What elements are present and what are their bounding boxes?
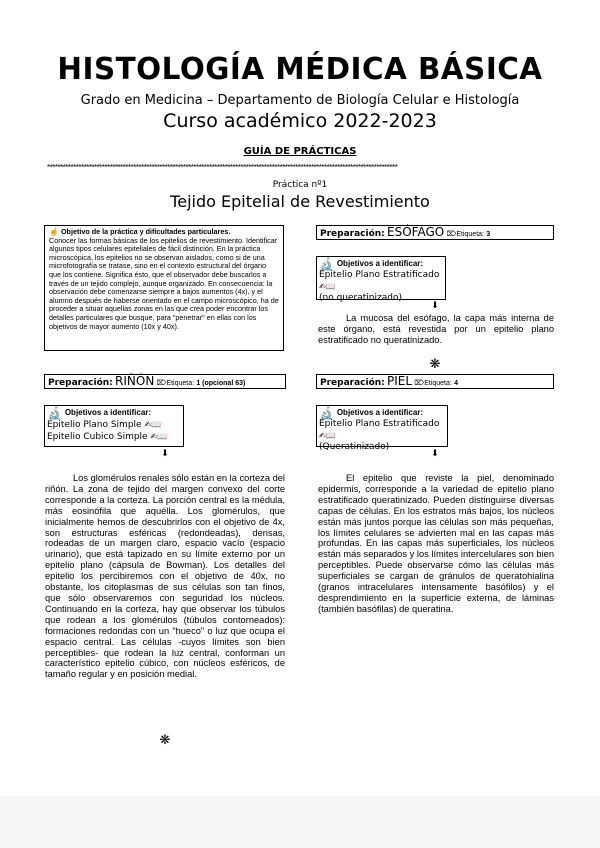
star-ornament-icon: ❋ bbox=[429, 356, 441, 371]
preparation-piel-header bbox=[316, 374, 554, 389]
objectives-piel: 🔬 Objetivos a identificar: Epitelio Plano Estratificado ✍📖 (Queratinizado) bbox=[316, 405, 448, 447]
practice-number: Práctica nº1 bbox=[272, 180, 328, 190]
asterisk-separator: ************************************************************************************************************************************** bbox=[47, 163, 398, 172]
objectives-label: Objetivos a identificar bbox=[64, 408, 149, 417]
tag-icon: ⌦ bbox=[414, 380, 425, 387]
objectives-rinon: 🔬 Objetivos a identificar: Epitelio Plano Simple ✍📖 Epitelio Cubico Simple ✍📖 bbox=[44, 405, 184, 447]
pen-book-icon: ✍📖 bbox=[144, 420, 162, 429]
pen-book-icon: ✍📖 bbox=[319, 282, 336, 291]
pen-book-icon: ✍📖 bbox=[319, 431, 336, 440]
organ-name: ESÓFAGO bbox=[387, 225, 445, 239]
tag-icon: ⌦ bbox=[446, 231, 457, 238]
academic-year: Curso académico 2022-2023 bbox=[163, 110, 437, 132]
tag-label: Etiqueta: bbox=[424, 380, 452, 387]
practice-topic: Tejido Epitelial de Revestimiento bbox=[170, 192, 430, 211]
pointing-hand-icon: ☝ bbox=[49, 227, 59, 236]
preparation-esofago-header bbox=[316, 225, 554, 240]
tag-label: Etiqueta: bbox=[456, 231, 484, 238]
objective-item: Epitelio Plano Estratificado bbox=[319, 419, 440, 429]
tag-number: 3 bbox=[486, 231, 491, 238]
department-subtitle: Grado en Medicina – Departamento de Biología Celular e Histología bbox=[80, 93, 520, 108]
tag-icon: ⌦ bbox=[156, 380, 167, 387]
organ-name: RIÑÓN bbox=[115, 374, 155, 388]
objective-item: Epitelio Cubico Simple bbox=[47, 432, 148, 442]
prep-label: Preparación: bbox=[48, 378, 113, 388]
down-arrow-icon: ⬇ bbox=[431, 448, 439, 458]
objectives-label: Objetivos a identificar bbox=[336, 408, 421, 417]
tag-number: 4 bbox=[454, 380, 458, 387]
objectives-text: Conocer las formas básicas de los epitelios de revestimiento. Identificar algunos tipos celulares epiteliales de fácil distinción. En la práctica microscópica, los epitelios no se observan aislados, como si de una microfotografía se tratase, sino en el contexto estructural del órgano que los contiene. Significa ésto, que el observador debe buscarlos a través de un tejido complejo, aunque organizado. En consecuencia: la observación debe comenzarse siempre a bajos aumentos (4x), y el alumno después de haberse orientado en el campo microscópico, ha de proceder a situar aquellas zonas en las que crea poder encontrar los detalles particulares que busque, para "penetrar" en ellas con los objetivos de mayor aumento (10x y 40x). bbox=[49, 235, 279, 331]
objectives-box bbox=[44, 225, 284, 351]
objectives-heading-text: Objetivo de la práctica y dificultades particulares. bbox=[60, 227, 231, 236]
prep-label: Preparación: bbox=[320, 229, 385, 239]
document-title: HISTOLOGÍA MÉDICA BÁSICA bbox=[57, 52, 543, 87]
prep-label: Preparación: bbox=[320, 378, 385, 388]
esofago-description: La mucosa del esófago, la capa más interna de este órgano, está revestida por un epitelio plano estratificado no queratinizado. bbox=[318, 313, 554, 345]
objective-item: Epitelio Plano Estratificado bbox=[319, 270, 440, 280]
objectives-esofago: 🔬 Objetivos a identificar: Epitelio Plano Estratificado ✍📖 (no queratinizado) bbox=[316, 256, 446, 300]
microscope-icon: 🔬 bbox=[319, 257, 334, 271]
pen-book-icon: ✍📖 bbox=[150, 432, 168, 441]
practice-guide-heading: GUÍA DE PRÁCTICAS bbox=[243, 146, 357, 157]
piel-description: El epitelio que reviste la piel, denominado epidermis, corresponde a la variedad de epitelio plano estratificado queratinizado. Pueden distinguirse diversas capas de células. En los estratos más bajos, los núcleos están más juntos porque las células son más pequeñas, los límites celulares se advierten mal en las capas más profundas. En las capas más superficiales, los núcleos están más separados y los límites intercelulares son bien perceptibles. Puede observarse cómo las células más superficiales se cargan de gránulos de queratohialina (granos intracelulares intensamente basófilos) y el desprendimiento en la superficie externa, de láminas (también basófilas) de queratina. bbox=[318, 473, 554, 614]
rinon-description: Los glomérulos renales sólo están en la corteza del riñón. La zona de tejido del margen convexo del corte corresponde a la corteza. La porción central es la médula, más eosinófila que aquélla. Los glomérulos, que inicialmente hemos de descubrirlos con el objetivo de 4x, son estructuras esféricas (redondeadas), densas, rodeadas de un margen claro, espacio vacío (espacio urinario), que está tapizado en su límite externo por un epitelio plano (cápsula de Bowman). Los detalles del epitelio los percibiremos con el objetivo de 40x, no obstante, los citoplasmas de sus células son tan finos, que sólo observaremos con seguridad los núcleos. Continuando en la corteza, hay que observar los túbulos que rodean a los glomérulos (túbulos contorneados): formaciones redondas con un "hueco" o luz que ocupa el espacio central. Las células -cuyos límites son bien perceptibles- que rodean la luz central, conforman un característico epitelio cúbico, con núcleos esféricos, de tamaño regular y en posición medial. bbox=[45, 473, 285, 680]
down-arrow-icon: ⬇ bbox=[161, 448, 169, 458]
preparation-rinon-header bbox=[44, 374, 286, 389]
objective-item: Epitelio Plano Simple bbox=[47, 420, 142, 430]
down-arrow-icon: ⬇ bbox=[431, 300, 439, 310]
tag-number: 1 (opcional 63) bbox=[196, 380, 246, 387]
microscope-icon: 🔬 bbox=[47, 406, 62, 420]
objectives-label: Objetivos a identificar bbox=[336, 259, 421, 268]
star-ornament-icon: ❋ bbox=[159, 732, 171, 747]
tag-label: Etiqueta: bbox=[166, 380, 195, 387]
objective-item: (Queratinizado) bbox=[319, 442, 390, 452]
objective-item: (no queratinizado) bbox=[319, 293, 402, 303]
microscope-icon: 🔬 bbox=[319, 406, 334, 420]
organ-name: PIEL bbox=[387, 374, 413, 388]
